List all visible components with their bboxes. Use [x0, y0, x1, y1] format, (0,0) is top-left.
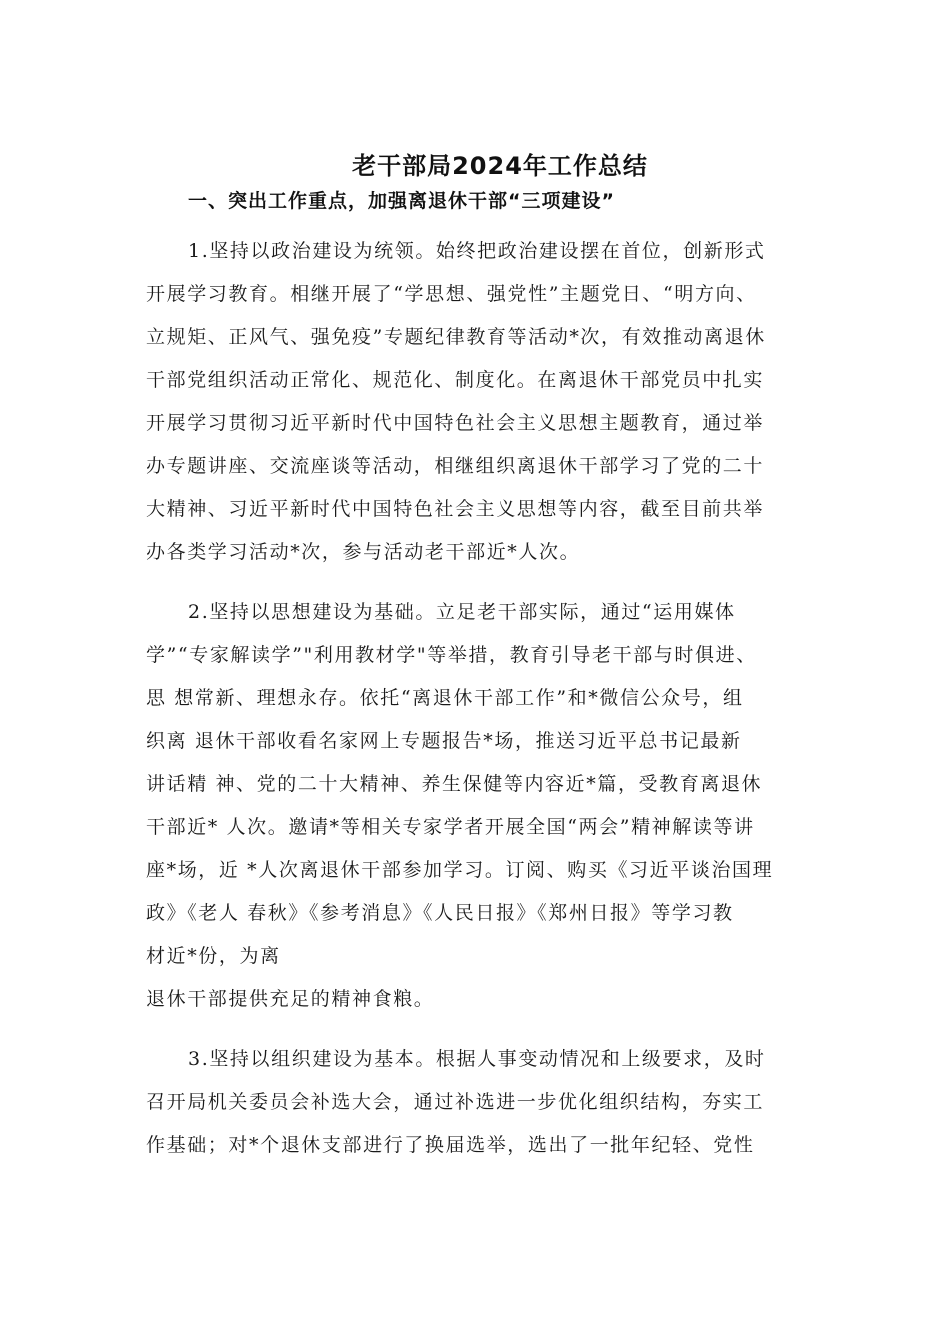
paragraph-line: 召开局机关委员会补选大会，通过补选进一步优化组织结构，夯实工 [146, 1091, 765, 1113]
paragraph-line: 1.坚持以政治建设为统领。始终把政治建设摆在首位，创新形式 [188, 240, 766, 262]
paragraph-line: 作基础；对*个退休支部进行了换届选举，选出了一批年纪轻、党性 [146, 1134, 755, 1156]
paragraph-line: 办各类学习活动*次，参与活动老干部近*人次。 [146, 541, 581, 563]
paragraph-line: 开展学习贯彻习近平新时代中国特色社会主义思想主题教育，通过举 [146, 412, 765, 434]
paragraph-line: 思 想常新、理想永存。依托“离退休干部工作”和*微信公众号，组 [146, 687, 744, 709]
paragraph-line: 2.坚持以思想建设为基础。立足老干部实际，通过“运用媒体 [188, 601, 736, 623]
paragraph-line: 退休干部提供充足的精神食粮。 [146, 988, 435, 1010]
paragraph-line: 政》《老人 春秋》《参考消息》《人民日报》《郑州日报》等学习教 [146, 902, 734, 924]
document-title: 老干部局2024年工作总结 [352, 152, 648, 180]
paragraph-line: 办专题讲座、交流座谈等活动，相继组织离退休干部学习了党的二十 [146, 455, 765, 477]
paragraph-line: 座*场，近 *人次离退休干部参加学习。订阅、购买《习近平谈治国理 [146, 859, 774, 881]
paragraph-line: 立规矩、正风气、强免疫”专题纪律教育等活动*次，有效推动离退休 [146, 326, 766, 348]
paragraph-line: 干部近* 人次。邀请*等相关专家学者开展全国“两会”精神解读等讲 [146, 816, 755, 838]
paragraph-line: 大精神、习近平新时代中国特色社会主义思想等内容，截至目前共举 [146, 498, 765, 520]
paragraph-line: 织离 退休干部收看名家网上专题报告*场，推送习近平总书记最新 [146, 730, 742, 752]
paragraph-line: 3.坚持以组织建设为基本。根据人事变动情况和上级要求，及时 [188, 1048, 766, 1070]
paragraph-line: 讲话精 神、党的二十大精神、养生保健等内容近*篇，受教育离退休 [146, 773, 763, 795]
paragraph-line: 干部党组织活动正常化、规范化、制度化。在离退休干部党员中扎实 [146, 369, 765, 391]
paragraph-line: 开展学习教育。相继开展了“学思想、强党性”主题党日、“明方向、 [146, 283, 757, 305]
paragraph-line: 材近*份，为离 [146, 945, 281, 967]
paragraph-line: 学”“专家解读学”"利用教材学"等举措，教育引导老干部与时俱进、 [146, 644, 757, 666]
section-heading: 一、突出工作重点，加强离退休干部“三项建设” [188, 190, 615, 212]
